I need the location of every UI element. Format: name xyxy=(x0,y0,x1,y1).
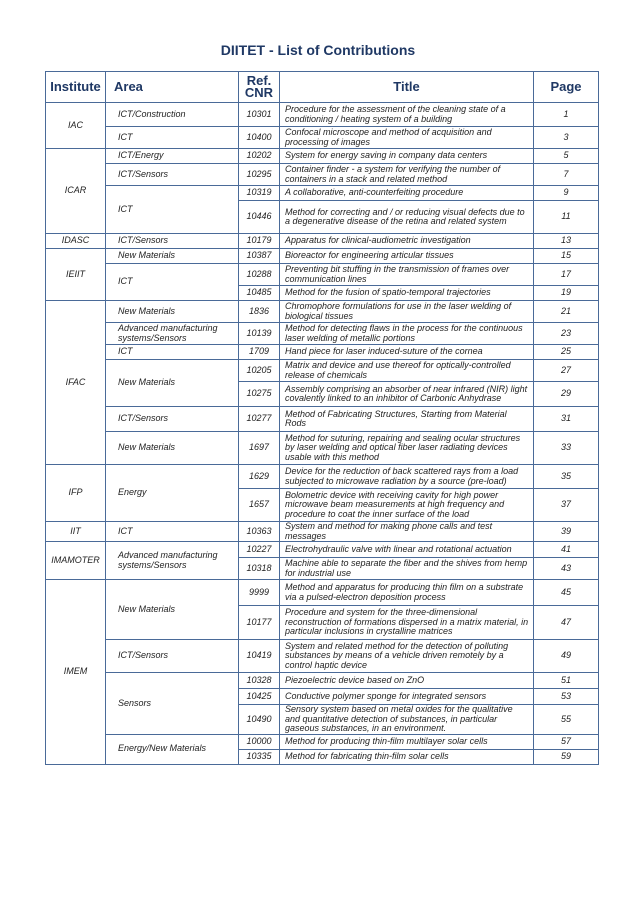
ref-cell: 10419 xyxy=(239,640,280,673)
page-cell: 25 xyxy=(534,345,599,360)
ref-cell: 10275 xyxy=(239,382,280,407)
area-cell: Advanced manufacturing systems/Sensors xyxy=(106,542,239,580)
institute-cell: IEIIT xyxy=(46,249,106,301)
ref-cell: 10177 xyxy=(239,606,280,640)
page-cell: 27 xyxy=(534,360,599,382)
institute-cell: IMAMOTER xyxy=(46,542,106,580)
page-cell: 29 xyxy=(534,382,599,407)
table-row xyxy=(46,345,599,360)
table-row xyxy=(46,149,599,164)
area-cell: ICT xyxy=(106,345,239,360)
page-cell: 15 xyxy=(534,249,599,264)
area-cell: Energy xyxy=(106,465,239,522)
table-row xyxy=(46,432,599,465)
page-cell: 43 xyxy=(534,558,599,580)
header-page: Page xyxy=(534,72,599,103)
table-row xyxy=(46,249,599,264)
institute-cell: IFAC xyxy=(46,301,106,465)
ref-cell: 10400 xyxy=(239,127,280,149)
institute-cell: IMEM xyxy=(46,580,106,765)
ref-cell: 10288 xyxy=(239,264,280,286)
area-cell: ICT/Energy xyxy=(106,149,239,164)
header-ref-line1: Ref. xyxy=(246,73,272,88)
area-cell: ICT xyxy=(106,127,239,149)
page-cell: 13 xyxy=(534,234,599,249)
title-cell: Method for the fusion of spatio-temporal trajectories xyxy=(280,286,534,301)
title-cell: Bioreactor for engineering articular tissues xyxy=(280,249,534,264)
header-title: Title xyxy=(280,72,534,103)
page-cell: 41 xyxy=(534,542,599,558)
table-body xyxy=(46,103,599,765)
title-cell: Sensory system based on metal oxides for the qualitative and quantitative detection of substances, in particular gaseous substances, in an environment. xyxy=(280,705,534,735)
table-row xyxy=(46,103,599,127)
table-row xyxy=(46,164,599,186)
page-cell: 57 xyxy=(534,734,599,749)
area-cell: New Materials xyxy=(106,360,239,407)
ref-cell: 10328 xyxy=(239,673,280,689)
ref-cell: 10301 xyxy=(239,103,280,127)
title-cell: Method for detecting flaws in the process for the continuous laser welding of metallic portions xyxy=(280,323,534,345)
contributions-table xyxy=(45,71,599,765)
table-row xyxy=(46,127,599,149)
title-cell: Method and apparatus for producing thin film on a substrate via a pulsed-electron deposition process xyxy=(280,580,534,606)
ref-cell: 10000 xyxy=(239,734,280,749)
page-cell: 51 xyxy=(534,673,599,689)
ref-cell: 10205 xyxy=(239,360,280,382)
table-row xyxy=(46,465,599,489)
page-cell: 35 xyxy=(534,465,599,489)
page-cell: 3 xyxy=(534,127,599,149)
page-cell: 39 xyxy=(534,522,599,542)
table-row xyxy=(46,580,599,606)
page-cell: 45 xyxy=(534,580,599,606)
ref-cell: 10363 xyxy=(239,522,280,542)
title-cell: System and related method for the detection of polluting substances by means of a vehicle driven remotely by a control haptic device xyxy=(280,640,534,673)
title-cell: Method for producing thin-film multilayer solar cells xyxy=(280,734,534,749)
title-cell: Method of Fabricating Structures, Starting from Material Rods xyxy=(280,407,534,432)
ref-cell: 10335 xyxy=(239,749,280,764)
institute-cell: IFP xyxy=(46,465,106,522)
header-ref xyxy=(239,72,280,103)
table-row xyxy=(46,323,599,345)
title-cell: Method for suturing, repairing and sealing ocular structures by laser welding and optical fiber laser radiating devices usable with this method xyxy=(280,432,534,465)
ref-cell: 10446 xyxy=(239,201,280,234)
title-cell: Method for correcting and / or reducing visual defects due to a degenerative disease of the retina and related system xyxy=(280,201,534,234)
page-cell: 33 xyxy=(534,432,599,465)
title-cell: Conductive polymer sponge for integrated sensors xyxy=(280,689,534,705)
title-cell: Electrohydraulic valve with linear and rotational actuation xyxy=(280,542,534,558)
title-cell: Matrix and device and use thereof for optically-controlled release of chemicals xyxy=(280,360,534,382)
ref-cell: 10227 xyxy=(239,542,280,558)
area-cell: Advanced manufacturing systems/Sensors xyxy=(106,323,239,345)
title-cell: Bolometric device with receiving cavity for high power microwave beam measurements at high frequency and procedure to coat the inner surface of the load xyxy=(280,489,534,522)
table-row xyxy=(46,360,599,382)
ref-cell: 10277 xyxy=(239,407,280,432)
area-cell: New Materials xyxy=(106,249,239,264)
title-cell: A collaborative, anti-counterfeiting procedure xyxy=(280,186,534,201)
area-cell: ICT/Sensors xyxy=(106,164,239,186)
page-cell: 19 xyxy=(534,286,599,301)
institute-cell: IIT xyxy=(46,522,106,542)
page-cell: 55 xyxy=(534,705,599,735)
area-cell: ICT/Sensors xyxy=(106,234,239,249)
institute-cell: ICAR xyxy=(46,149,106,234)
page-cell: 11 xyxy=(534,201,599,234)
ref-cell: 10139 xyxy=(239,323,280,345)
header-institute: Institute xyxy=(46,72,106,103)
area-cell: New Materials xyxy=(106,580,239,640)
header-ref-line2: CNR xyxy=(244,85,274,100)
area-cell: ICT xyxy=(106,186,239,234)
page-cell: 53 xyxy=(534,689,599,705)
page-cell: 49 xyxy=(534,640,599,673)
area-cell: Energy/New Materials xyxy=(106,734,239,764)
title-cell: System and method for making phone calls and test messages xyxy=(280,522,534,542)
table-row xyxy=(46,542,599,558)
ref-cell: 1697 xyxy=(239,432,280,465)
ref-cell: 10319 xyxy=(239,186,280,201)
area-cell: Sensors xyxy=(106,673,239,735)
header-row xyxy=(46,72,599,103)
title-cell: Device for the reduction of back scattered rays from a load subjected to microwave radiation by a source (pre-load) xyxy=(280,465,534,489)
title-cell: Machine able to separate the fiber and the shives from hemp for industrial use xyxy=(280,558,534,580)
header-area: Area xyxy=(106,72,239,103)
table-row xyxy=(46,734,599,749)
ref-cell: 9999 xyxy=(239,580,280,606)
table-row xyxy=(46,407,599,432)
title-cell: Assembly comprising an absorber of near infrared (NIR) light covalently linked to an inhibitor of Carbonic Anhydrase xyxy=(280,382,534,407)
page-cell: 37 xyxy=(534,489,599,522)
area-cell: ICT/Construction xyxy=(106,103,239,127)
ref-cell: 1657 xyxy=(239,489,280,522)
page-cell: 1 xyxy=(534,103,599,127)
area-cell: ICT/Sensors xyxy=(106,640,239,673)
page-cell: 47 xyxy=(534,606,599,640)
title-cell: System for energy saving in company data centers xyxy=(280,149,534,164)
page-cell: 17 xyxy=(534,264,599,286)
title-cell: Confocal microscope and method of acquisition and processing of images xyxy=(280,127,534,149)
table-row xyxy=(46,234,599,249)
title-cell: Container finder - a system for verifying the number of containers in a stack and related method xyxy=(280,164,534,186)
title-cell: Chromophore formulations for use in the laser welding of biological tissues xyxy=(280,301,534,323)
page-cell: 5 xyxy=(534,149,599,164)
title-cell: Procedure and system for the three-dimensional reconstruction of formations dispersed in a matrix material, in particular inclusions in crystalline matrices xyxy=(280,606,534,640)
table-row xyxy=(46,522,599,542)
ref-cell: 10295 xyxy=(239,164,280,186)
page-cell: 21 xyxy=(534,301,599,323)
institute-cell: IAC xyxy=(46,103,106,149)
area-cell: ICT xyxy=(106,522,239,542)
page-cell: 31 xyxy=(534,407,599,432)
title-cell: Apparatus for clinical-audiometric investigation xyxy=(280,234,534,249)
page-cell: 59 xyxy=(534,749,599,764)
title-cell: Piezoelectric device based on ZnO xyxy=(280,673,534,689)
ref-cell: 10425 xyxy=(239,689,280,705)
title-cell: Method for fabricating thin-film solar cells xyxy=(280,749,534,764)
table-row xyxy=(46,186,599,201)
ref-cell: 10490 xyxy=(239,705,280,735)
ref-cell: 10202 xyxy=(239,149,280,164)
table-row xyxy=(46,673,599,689)
page-cell: 9 xyxy=(534,186,599,201)
ref-cell: 10387 xyxy=(239,249,280,264)
table-row xyxy=(46,301,599,323)
institute-cell: IDASC xyxy=(46,234,106,249)
page-cell: 7 xyxy=(534,164,599,186)
ref-cell: 10318 xyxy=(239,558,280,580)
title-cell: Preventing bit stuffing in the transmission of frames over communication lines xyxy=(280,264,534,286)
table-row xyxy=(46,264,599,286)
document-title: DIITET - List of Contributions xyxy=(220,42,416,58)
ref-cell: 10485 xyxy=(239,286,280,301)
area-cell: ICT xyxy=(106,264,239,301)
title-cell: Hand piece for laser induced-suture of the cornea xyxy=(280,345,534,360)
area-cell: New Materials xyxy=(106,432,239,465)
area-cell: ICT/Sensors xyxy=(106,407,239,432)
title-cell: Procedure for the assessment of the cleaning state of a conditioning / heating system of a building xyxy=(280,103,534,127)
ref-cell: 1836 xyxy=(239,301,280,323)
page-cell: 23 xyxy=(534,323,599,345)
table-row xyxy=(46,640,599,673)
ref-cell: 1629 xyxy=(239,465,280,489)
ref-cell: 1709 xyxy=(239,345,280,360)
ref-cell: 10179 xyxy=(239,234,280,249)
area-cell: New Materials xyxy=(106,301,239,323)
